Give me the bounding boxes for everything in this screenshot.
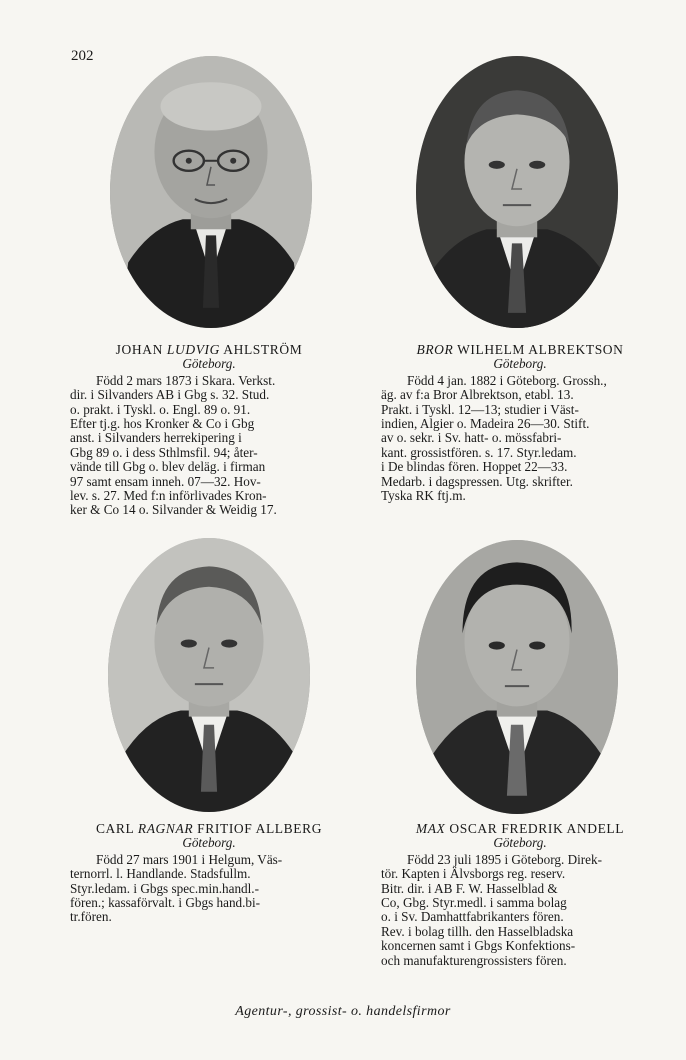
page-number: 202 — [71, 48, 94, 64]
biography-text: Född 4 jan. 1882 i Göteborg. Grossh., äg. av f:a Bror Albrektson, etabl. 13. Prakt. i Tyskl. 12—13; studier i Väst- indien, Algier o. Madeira 26—30. Stift. av o. sekr. i Sv. hatt- o. mössfabri- kant. grossistfören. s. 17. Styr.ledam. i De blindas fören. Hoppet 22—33. Medarb. i dagspressen. Utg. skrifter. Tyska RK ftj.m. — [381, 372, 607, 504]
biography-entry — [70, 822, 348, 925]
biography-text: Född 27 mars 1901 i Helgum, Väs- ternorrl. l. Handlande. Stadsfullm. Styr.ledam. i Gbgs spec.min.handl.- fören.; kassaförvalt. i Gbgs hand.bi- tr.fören. — [70, 851, 283, 925]
person-city: Göteborg. — [493, 356, 547, 372]
person-name: MAX OSCAR FREDRIK ANDELL — [415, 821, 625, 836]
portrait-photo-andell — [416, 540, 618, 814]
person-name: BROR WILHELM ALBREKTSON — [416, 342, 624, 357]
person-city: Göteborg. — [182, 835, 236, 851]
page-footer: Agentur-, grossist- o. handelsfirmor — [235, 1004, 451, 1019]
person-name: CARL RAGNAR FRITIOF ALLBERG — [95, 821, 323, 836]
person-city: Göteborg. — [182, 356, 236, 372]
biography-entry — [70, 343, 348, 518]
portrait-photo-albrektson — [416, 56, 618, 328]
biography-text: Född 2 mars 1873 i Skara. Verkst. dir. i Silvanders AB i Gbg s. 32. Stud. o. prakt. i Tyskl. o. Engl. 89 o. 91. Efter tj.g. hos Kronker & Co i Gbg anst. i Silvanders herrekipering i Gbg 89 o. i dess Sthlmsfil. 94; åter- vände till Gbg o. blev deläg. i firman 97 samt ensam inneh. 07—32. Hov- lev. s. 27. Med f:n införlivades Kron- ker & Co 14 o. Silvander & Weidig 17. — [70, 372, 277, 518]
person-city: Göteborg. — [493, 835, 547, 851]
portrait-photo-ahlstrom — [110, 56, 312, 328]
biography-text: Född 23 juli 1895 i Göteborg. Direk- tör. Kapten i Älvsborgs reg. reserv. Bitr. dir. i AB F. W. Hasselblad & Co, Gbg. Styr.medl. i samma bolag o. i Sv. Damhattfabrikanters fören. Rev. i bolag tillh. den Hasselbladska koncernen samt i Gbgs Konfektions- och manufakturengrossisters fören. — [381, 851, 602, 968]
biography-entry — [381, 822, 659, 968]
biography-entry — [381, 343, 659, 503]
person-name: JOHAN LUDVIG AHLSTRÖM — [115, 342, 303, 357]
portrait-photo-allberg — [108, 538, 310, 812]
